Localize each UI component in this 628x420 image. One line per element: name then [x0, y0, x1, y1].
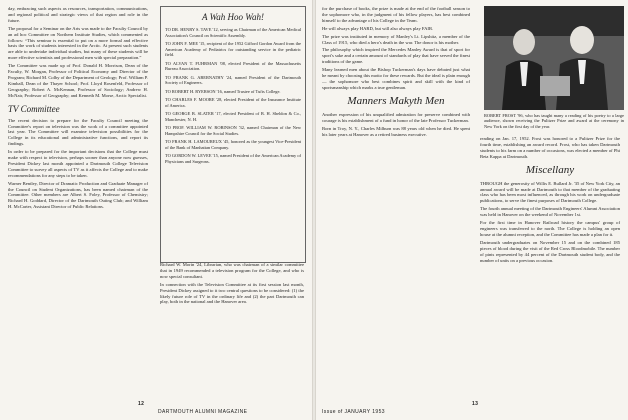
photo-caption: ROBERT FROST '96, who has taught many a reading of his poetry to a large audience, shown receiving the Pulitzer Prize and award at the ceremony in New York on the first day of the year. — [484, 113, 624, 129]
paragraph: Richard W. Morin '24, Librarian, who was chairman of a similar committee that in 1949 recommended a television program for the College, and who is now special consultant. — [160, 262, 304, 279]
magazine-title: DARTMOUTH ALUMNI MAGAZINE — [158, 409, 248, 415]
paragraph: For the first time in Hanover Railroad history the campus' group of engineers was transferred to the north. The College is holding an open house at the alumni reception, and the Committee has made a plan for it. — [480, 220, 620, 237]
paragraph: Another expression of his unqualified admiration for preserve combined with courage is his establishment of a fund in honor of the late Professor Tuckerman. — [322, 111, 470, 123]
box-entry: TO JOHN F. MEE '15, recipient of the 1952 Gifford Gordon Award from the American Academy of Pediatrics for outstanding service in the pediatric field. — [165, 41, 301, 57]
paragraph: day, embracing such aspects as resources, transportation, communications, and regional political and strategic views of that region and role in the future. — [8, 6, 148, 23]
paragraph: Born in Troy, N. Y., Charles Milburn was 88 years old when he died. He spent his later years at Hanover as a retired business executive. — [322, 125, 470, 137]
paragraph: Many learned men about the Bishop Tuckerman's days have debated just what he meant by choosing this motto for these rewards. But the ideal is plain enough — the sophomore who best combines spirit and skill with the kind of sportsmanship which marks a true gentleman. — [322, 67, 470, 90]
box-entry: TO PROF. WILLIAM W. ROBINSON '32, named Chairman of the New Hampshire Council for the Social Studies. — [165, 125, 301, 136]
paragraph: In connection with the Television Committee at its first session last month, President Dickey assigned to it two central questions to be considered: (1) the likely future role of TV in the ordinary life and (2) the part Dartmouth can play, both in the national and the Hanover area. — [160, 281, 304, 305]
paragraph: THROUGH the generosity of Willis E. Bullard Jr. '35 of New York City, an annual award will be made at Dartmouth to that member of the graduating class who has been most influenced, as through his work on undergraduate publications, to serve the finest purposes of Dartmouth College. — [480, 180, 620, 204]
box-entry: TO ALVAN T. FUHRMAN '08, elected President of the Massachusetts Bureau Association. — [165, 60, 301, 71]
photo-frost — [484, 6, 624, 110]
section-heading-tv-committee: TV Committee — [8, 103, 60, 114]
paragraph: The Committee was made up of Prof. Donald H. Morrison, Dean of the Faculty, W. Morgan, Professor of Political Economy and Director of the Program; Richard M. Colby of the Department of Geology; Prof. William P. Kimball, Dean of the Thayer School; Prof. Lloyd Rosenfeld, Professor of Geography; Robert A. McKennan, Professor of Sociology; Andrew H. McNair, Professor of Geography; and Kenneth M. Morse, Arctic Specialist. — [8, 63, 148, 98]
paragraph: The fourth annual meeting of the Dartmouth Engineers' Alumni Association was held in Hanover on the weekend of November 1st. — [480, 206, 620, 218]
issue-date: Issue of JANUARY 1953 — [322, 409, 385, 415]
box-entry: TO CHARLES F. MOORE '28, elected President of the Insurance Institute of America. — [165, 97, 301, 108]
box-title: A Wah Hoo Wah! — [202, 12, 264, 22]
paragraph: for the purchase of books, the prize is made at the end of the football season to the sophomore who, in the judgment of his fellow players, has best combined himself to the advantage of his College in the Team. — [322, 6, 470, 23]
page-number: 13 — [472, 401, 479, 407]
photo-illustration — [484, 6, 624, 110]
box-entry: TO ROBERT H. RYERSON '16, named Trustee of Tufts College. — [165, 88, 281, 94]
left-column-2-lower — [160, 262, 304, 307]
right-column-2 — [480, 136, 620, 265]
box-entry: TO FRANK G. ABERNATHY '24, named President of the Dartmouth Society of Engineers. — [165, 74, 301, 85]
box-entry: TO GEORGE B. SLATER '17, elected President of B. H. Sheldon & Co., Manchester, N. H. — [165, 111, 301, 122]
paragraph: The philosophy which inspired the Mercedes Manley Award is that of sport for sport's sake and a certain amount of standards of play that have served the finest traditions of the game. — [322, 47, 470, 65]
paragraph: The proposal for a Seminar on the Arts was made to the Faculty Council by an ad hoc Committee on Northern Institute Studies, which commented as follows: “This seminar is essential to put on a more formal and effective basis the work of students interested in the Arctic. At present such students are able to undertake individual studies, but many of these students will be more effective scientists and professional men with special preparation.” — [8, 25, 148, 61]
paragraph: Dartmouth undergraduates on November 15 and on the combined 185 pieces of blood during the visit of the Red Cross Bloodmobile. The number of pints represented by 44 percent of the Dartmouth student body, and the number of units on a previous occasion. — [480, 239, 620, 263]
right-page — [316, 0, 628, 420]
paragraph: reading on Jan. 17, 1952. Frost was honored to a Pulitzer Prize for the fourth time, establishing an award record. Frost, who has taken Dartmouth students to his farm on a number of occasions, was elected a member of Phi Beta Kappa at Dartmouth. — [480, 136, 620, 159]
left-column-1 — [8, 6, 148, 212]
box-entry: TO FRANK H. LAMOUREUX '45, honored as the youngest Vice-President of the Bank of Manhattan Company. — [165, 139, 301, 150]
box-entry: TO GORDON W. LEVEE '15, named President of the American Academy of Physicians and Surgeons. — [165, 153, 301, 164]
paragraph: The recent decision to prepare for the Faculty Council meeting the Committee's report on television was the work of a committee appointed last year. The Committee will examine television possibilities for the College in its educational and administrative functions, and report its findings. — [8, 117, 148, 147]
paragraph: The prize was instituted in memory of Manley's Lt. Lipshitz, a member of the Class of 1915, who died a hero's death in the war. The donor is his mother. — [322, 33, 470, 45]
right-column-1 — [322, 6, 470, 139]
section-heading-miscellany: Miscellany — [525, 163, 575, 176]
paragraph: In order to be prepared for the important decisions that the College must make with respect to television, perhaps sooner than anyone now guesses, President Dickey last month appointed a Dartmouth College Television Committee to survey all aspects of TV as it affects the College and to make recommendations for any steps to be taken. — [8, 149, 148, 178]
box-entry: TO DR. HENRY S. TAVE '12, serving as Chairman of the American Medical Association's Council on Scientific Assembly. — [165, 27, 301, 38]
paragraph: He will always play HARD, but will also always play FAIR. — [322, 25, 434, 31]
page-number: 12 — [138, 401, 145, 407]
paragraph: Warner Bentley, Director of Dramatic Production and Graduate Manager of the Council on Student Organizations, has been named chairman of the Committee. Other members are Albert S. Foley, Professor of Chemistry; Richard H. Goddard, Director of the Dartmouth Outing Club; and William H. McCarter, Assistant Director of Public Relations. — [8, 180, 148, 210]
left-page — [0, 0, 312, 420]
wah-hoo-wah-box — [160, 6, 306, 263]
section-heading-manners: Manners Makyth Men — [347, 94, 445, 107]
